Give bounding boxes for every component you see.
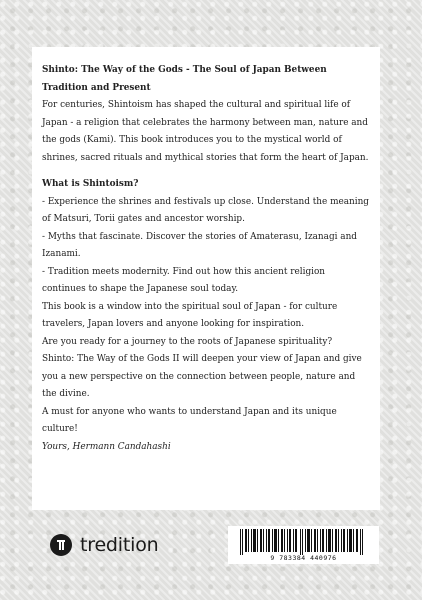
book-title: Shinto: The Way of the Gods - The Soul of Japan Between Tradition and Present — [42, 65, 327, 93]
publisher-logo — [50, 533, 158, 557]
signature: Yours, Hermann Candahashi — [42, 441, 171, 452]
section-heading: What is Shintoism? — [42, 179, 139, 189]
body-paragraph: This book is a window into the spiritual soul of Japan - for culture travelers, Japan lovers and anyone looking for inspiration. — [42, 301, 338, 329]
intro-paragraph: For centuries, Shintoism has shaped the cultural and spiritual life of Japan - a religion that celebrates the harmony between man, nature and the gods (Kami). This book introduces you to the mystical world of shrines, sacred rituals and mythical stories that form the heart of Japan. — [42, 100, 369, 163]
body-paragraph: Are you ready for a journey to the roots of Japanese spirituality? — [42, 336, 333, 347]
bullet-item: - Experience the shrines and festivals up close. Understand the meaning of Matsuri, Torii gates and ancestor worship. — [42, 196, 369, 224]
publisher-name: tredition — [80, 534, 159, 556]
isbn-digits: 9 783384 440976 — [270, 554, 337, 562]
back-cover-text-panel — [32, 47, 380, 510]
barcode-icon — [238, 529, 369, 555]
body-paragraph: A must for anyone who wants to understand Japan and its unique culture! — [42, 406, 337, 434]
body-paragraph: Shinto: The Way of the Gods II will deepen your view of Japan and give you a new perspective on the connection between people, nature and the divine. — [42, 354, 362, 399]
bullet-item: - Tradition meets modernity. Find out how this ancient religion continues to shape the Japanese soul today. — [42, 266, 326, 294]
bullet-item: - Myths that fascinate. Discover the stories of Amaterasu, Izanagi and Izanami. — [42, 231, 357, 259]
isbn-barcode — [228, 526, 379, 564]
tredition-logo-icon — [50, 534, 72, 556]
